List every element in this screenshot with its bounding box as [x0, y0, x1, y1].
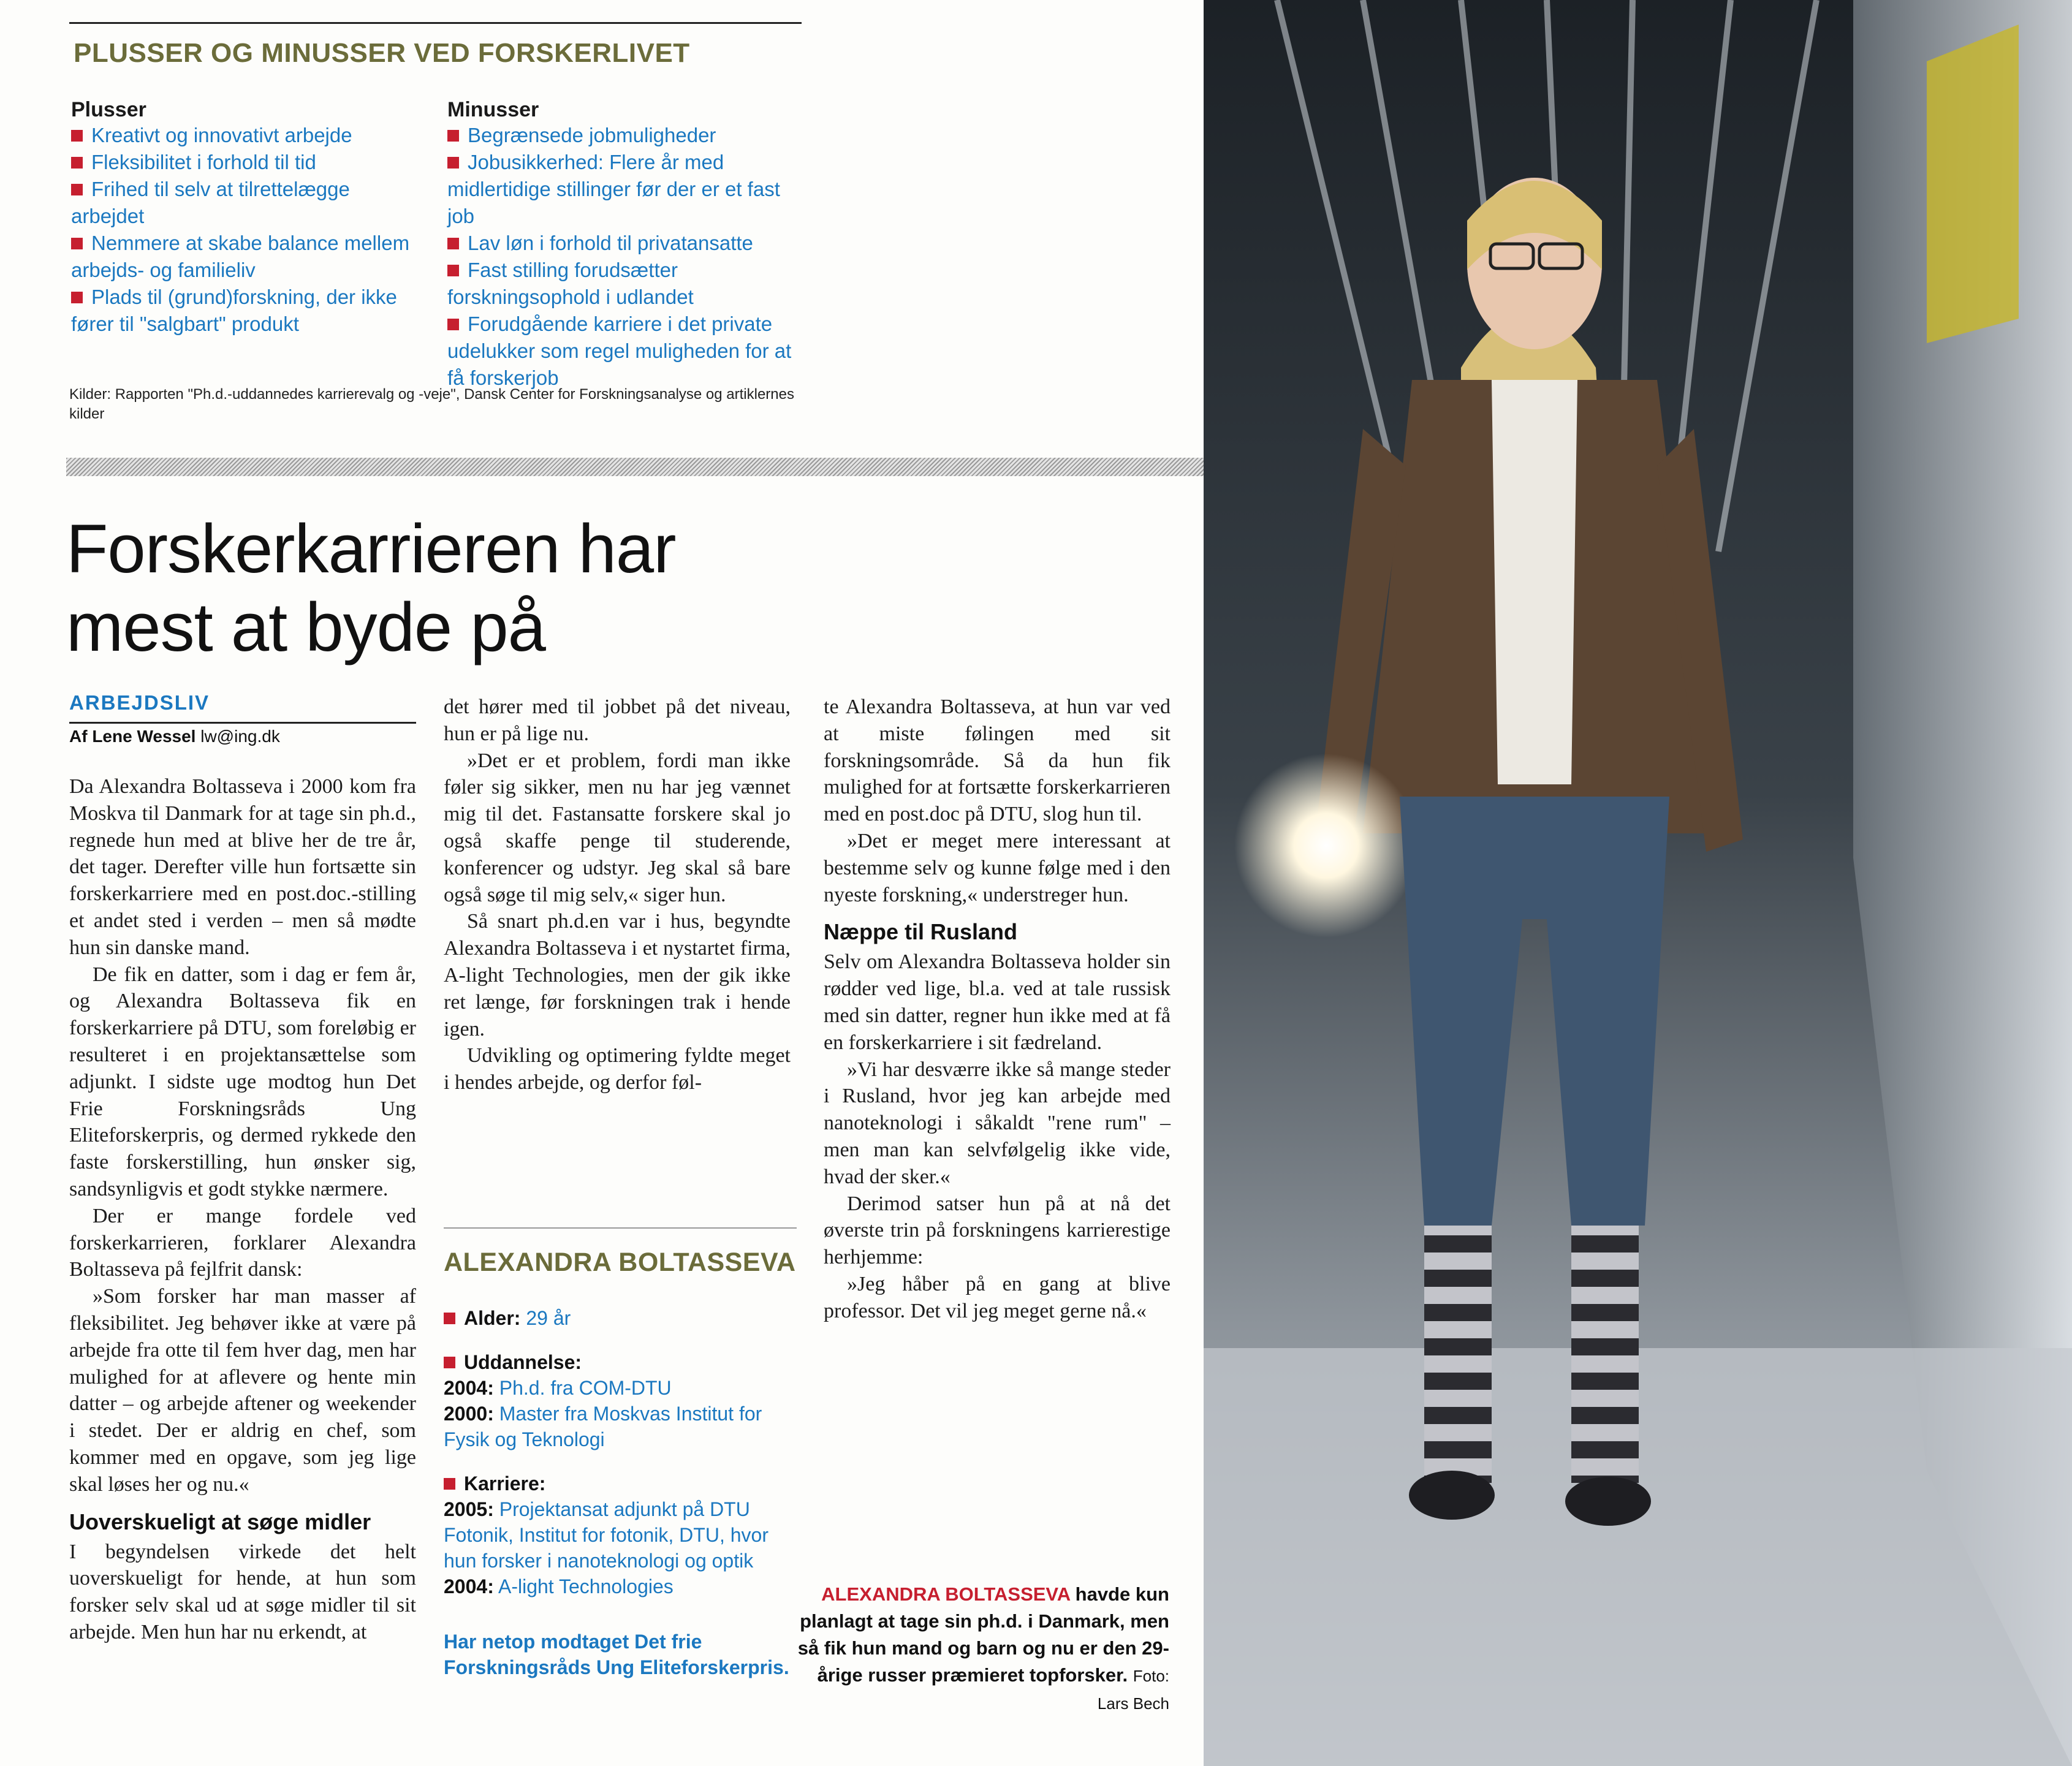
list-item [447, 230, 803, 257]
list-item [71, 230, 427, 284]
list-item [447, 311, 803, 392]
factbox-edu-label: Uddannelse: [444, 1349, 797, 1375]
box-top-rule [69, 22, 802, 24]
factbox-entry [444, 1496, 797, 1574]
paragraph: te Alexandra Boltasseva, at hun var ved at miste følingen med sit forskningsområde. Så da hun fik mulighed for at fortsætte forskerkarrieren med en post.doc på DTU, slog hun til. [824, 695, 1171, 826]
col1-paragraphs [69, 773, 416, 1498]
entry-text: Projektansat adjunkt på DTU Fotonik, Institut for fotonik, DTU, hvor hun forsker i nanoteknologi og optik [444, 1498, 768, 1572]
minus-list [447, 122, 803, 392]
headline-line-2: mest at byde på [66, 589, 545, 665]
paragraph: De fik en datter, som i dag er fem år, og Alexandra Boltasseva fik en forskerkarriere på DTU, som foreløbig er resulteret i en projektansættelse som adjunkt. I sidste uge modtog hun Det Frie Forskningsråds Ung Eliteforskerpris, og dermed rykkede den faste forskerstilling, hun ønsker sig, sandsynligvis et godt stykke nærmere. [69, 963, 416, 1200]
bullet-square [444, 1357, 455, 1368]
byline [69, 727, 280, 746]
caption-name: ALEXANDRA BOLTASSEVA [821, 1583, 1071, 1605]
photo-credit: Foto: Lars Bech [1097, 1667, 1169, 1713]
bullet-square [71, 238, 83, 249]
plus-heading: Plusser [71, 98, 146, 121]
list-item [71, 284, 427, 338]
factbox-entry [444, 1375, 797, 1401]
headline-line-1: Forskerkarrieren har [66, 510, 676, 587]
col3-paragraphs [824, 694, 1171, 908]
col3-after-paragraphs [824, 949, 1171, 1324]
paragraph: »Vi har desværre ikke så mange steder i Rusland, hvor jeg kan arbejde med nanoteknologi i såkaldt "rene rum" – men man kan selvfølgelig ikke vide, hvad der sker.« [824, 1058, 1171, 1188]
list-item [71, 149, 427, 176]
list-item-text: Kreativt og innovativt arbejde [91, 124, 352, 146]
bullet-square [71, 184, 83, 195]
list-item-text: Fast stilling forudsætter forskningsophold i udlandet [447, 259, 694, 308]
bullet-square [444, 1313, 455, 1324]
list-item-text: Begrænsede jobmuligheder [468, 124, 716, 146]
byline-author: Af Lene Wessel [69, 727, 196, 746]
subheading-1: Uoverskueligt at søge midler [69, 1509, 371, 1534]
list-item-text: Forudgående karriere i det private udelukker som regel muligheden for at få forskerjob [447, 313, 792, 389]
paragraph: »Som forsker har man masser af fleksibilitet. Jeg behøver ikke at være på arbejde fra otte til fem hver dag, men har mulighed for at aflevere og hente min datter – og arbejde aftener og weekender i stedet. Der er aldrig en chef, som kommer med en opgave, som jeg lige skal løses her og nu.« [69, 1285, 416, 1496]
box-sources: Kilder: Rapporten "Ph.d.-uddannedes karrierevalg og -veje", Dansk Center for Forskningsanalyse og artiklernes kilder [69, 386, 794, 422]
box-title: PLUSSER OG MINUSSER VED FORSKERLIVET [74, 38, 690, 68]
photo-illustration [1204, 0, 2072, 1766]
paragraph: Der er mange fordele ved forskerkarrieren, forklarer Alexandra Boltasseva på fejlfrit dansk: [69, 1204, 416, 1281]
bullet-square [447, 319, 459, 330]
minus-heading: Minusser [447, 98, 539, 121]
paragraph: Derimod satser hun på at nå det øverste trin på forskningens karrierestige herhjemme: [824, 1192, 1171, 1269]
list-item-text: Fleksibilitet i forhold til tid [91, 151, 316, 173]
plus-list [71, 122, 427, 338]
list-item [447, 122, 803, 149]
paragraph: Udvikling og optimering fyldte meget i hendes arbejde, og derfor føl- [444, 1044, 791, 1094]
article-column-1 [69, 773, 416, 1646]
col2-paragraphs [444, 694, 791, 1096]
bullet-square [71, 157, 83, 169]
entry-text: A-light Technologies [498, 1575, 674, 1597]
bullet-square [447, 265, 459, 276]
entry-year: 2000: [444, 1403, 494, 1425]
paragraph: Selv om Alexandra Boltasseva holder sin rødder ved lige, bl.a. ved at tale russisk med sin datter, regner hun ikke med at få en forskerkarriere i sit fædreland. [824, 950, 1171, 1054]
minus-column [447, 98, 803, 392]
factbox-career-label: Karriere: [444, 1471, 797, 1496]
factbox [444, 1305, 797, 1680]
list-item [71, 176, 427, 230]
entry-year: 2004: [444, 1575, 494, 1597]
factbox-entry [444, 1401, 797, 1452]
paragraph: det hører med til jobbet på det niveau, hun er på lige nu. [444, 695, 791, 745]
factbox-edu-list [444, 1375, 797, 1452]
kicker-rule [69, 722, 416, 724]
paragraph: Da Alexandra Boltasseva i 2000 kom fra Moskva til Danmark for at tage sin ph.d., regnede hun med at blive her de tre år, det tager. Derefter ville hun fortsætte sin forskerkarriere med en post.doc.-stilling et andet sted i verden – men så mødte hun sin danske mand. [69, 775, 416, 959]
paragraph: »Det er et problem, fordi man ikke føler sig sikker, men nu har jeg vænnet mig til det. Fastansatte forskere skal jo også skaffe penge til studerende, konferencer og udstyr. Jeg skal så bare også søge til mig selv,« siger hun. [444, 749, 791, 906]
list-item-text: Frihed til selv at tilrettelægge arbejdet [71, 178, 350, 227]
factbox-entry [444, 1574, 797, 1599]
factbox-note: Har netop modtaget Det frie Forskningsråds Ung Eliteforskerpris. [444, 1631, 789, 1678]
section-kicker: ARBEJDSLIV [69, 691, 210, 714]
list-item [447, 149, 803, 230]
bullet-square [71, 292, 83, 303]
factbox-title: ALEXANDRA BOLTASSEVA [444, 1248, 796, 1277]
bullet-square [447, 238, 459, 249]
list-item-text: Plads til (grund)forskning, der ikke fører til "salgbart" produkt [71, 286, 397, 335]
list-item-text: Lav løn i forhold til privatansatte [468, 232, 753, 254]
list-item-text: Jobusikkerhed: Flere år med midlertidige stillinger før der er et fast job [447, 151, 780, 227]
bullet-square [71, 130, 83, 142]
hatched-divider [66, 458, 1207, 476]
article-column-3 [824, 694, 1171, 1325]
headline [66, 510, 838, 667]
list-item-text: Nemmere at skabe balance mellem arbejds- og familieliv [71, 232, 410, 281]
entry-text: Master fra Moskvas Institut for Fysik og Teknologi [444, 1403, 762, 1450]
article-column-2 [444, 694, 791, 1096]
entry-year: 2005: [444, 1498, 494, 1520]
paragraph: »Det er meget mere interessant at bestemme selv og kunne følge med i den nyeste forskning,« understreger hun. [824, 829, 1171, 906]
entry-text: Ph.d. fra COM-DTU [499, 1377, 672, 1399]
entry-year: 2004: [444, 1377, 494, 1399]
caption-text: havde kun planlagt at tage sin ph.d. i Danmark, men så fik hun mand og barn og nu er den 29-årige russer præmieret topforsker. [797, 1583, 1169, 1686]
plus-column [71, 98, 427, 338]
list-item [447, 257, 803, 311]
photo-caption [797, 1581, 1169, 1717]
subheading-2: Næppe til Rusland [824, 919, 1018, 945]
factbox-career-list [444, 1496, 797, 1599]
list-item [71, 122, 427, 149]
paragraph: »Jeg håber på en gang at blive professor. Det vil jeg meget gerne nå.« [824, 1272, 1171, 1322]
factbox-age: Alder: 29 år [444, 1305, 797, 1331]
paragraph: Så snart ph.d.en var i hus, begyndte Alexandra Boltasseva i et nystartet firma, A-light Technologies, men der gik ikke ret længe, før forskningen trak i hende igen. [444, 910, 791, 1040]
bullet-square [447, 157, 459, 169]
bullet-square [444, 1478, 455, 1490]
bullet-square [447, 130, 459, 142]
byline-email: lw@ing.dk [200, 727, 280, 746]
factbox-rule [444, 1227, 797, 1229]
col1-after: I begyndelsen virkede det helt uoverskueligt for hende, at hun som forsker selv skal ud at søge midler til sit arbejde. Men hun har nu erkendt, at [69, 1540, 416, 1643]
portrait-photo [1204, 0, 2072, 1766]
